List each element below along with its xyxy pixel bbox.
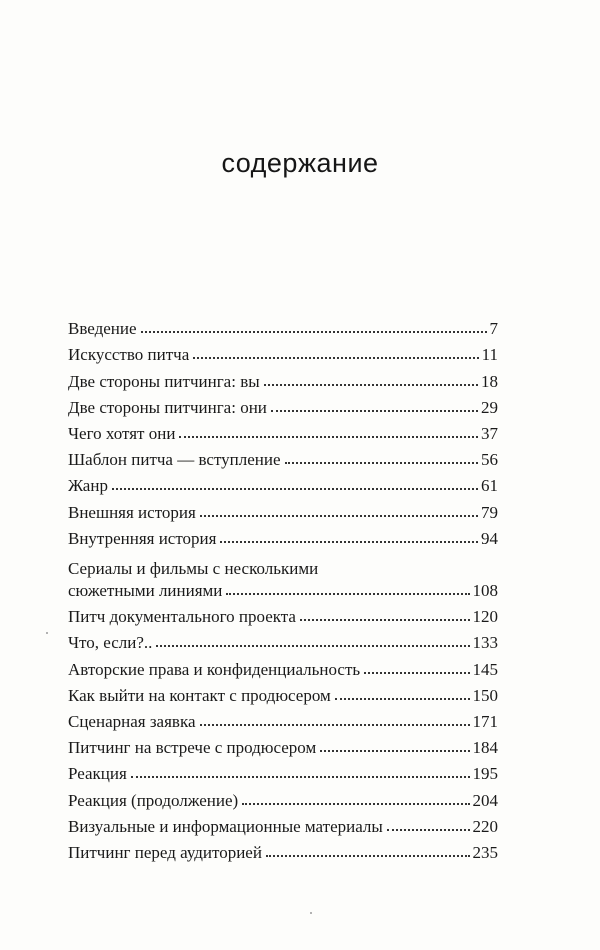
toc-entry-title: Реакция (продолжение) bbox=[68, 790, 239, 810]
toc-entry-page: 29 bbox=[481, 397, 498, 417]
toc-entry bbox=[68, 809, 498, 835]
toc-entry-title: сюжетными линиями bbox=[68, 581, 223, 601]
toc-entry bbox=[68, 363, 498, 389]
toc-entry-title: Реакция bbox=[68, 764, 127, 784]
toc-entry-page: 94 bbox=[481, 528, 498, 548]
toc-entry-page: 61 bbox=[481, 476, 498, 496]
toc-entry bbox=[68, 311, 498, 337]
toc-entry-page: 11 bbox=[481, 345, 498, 365]
toc-entry bbox=[68, 704, 498, 730]
toc-entry bbox=[68, 390, 498, 416]
toc-entry-page: 79 bbox=[481, 502, 498, 522]
toc-entry-page: 235 bbox=[472, 842, 498, 862]
toc-entry-page: 171 bbox=[472, 712, 498, 732]
toc-entry bbox=[68, 756, 498, 782]
toc-dot-leader bbox=[193, 357, 478, 359]
toc-dot-leader bbox=[387, 829, 470, 831]
toc-dot-leader bbox=[226, 593, 469, 595]
toc-entry-page: 18 bbox=[481, 371, 498, 391]
toc-entry-title: Питчинг на встрече с продюсером bbox=[68, 738, 317, 758]
toc-dot-leader bbox=[264, 384, 478, 386]
toc-entry bbox=[68, 599, 498, 625]
toc-dot-leader bbox=[112, 488, 478, 490]
toc-entry bbox=[68, 625, 498, 651]
toc-entry-title: Внутренняя история bbox=[68, 528, 217, 548]
toc-entry-page: 7 bbox=[489, 319, 498, 339]
toc-dot-leader bbox=[285, 462, 478, 464]
toc-entry-title: Шаблон питча — вступление bbox=[68, 450, 281, 470]
toc-dot-leader bbox=[200, 515, 478, 517]
toc-entry-title: Две стороны питчинга: они bbox=[68, 397, 267, 417]
contents-heading: содержание bbox=[221, 148, 379, 178]
toc-dot-leader bbox=[271, 410, 478, 412]
toc-entry-title: Искусство питча bbox=[68, 345, 190, 365]
toc-entry-title: Две стороны питчинга: вы bbox=[68, 371, 260, 391]
toc-entry bbox=[68, 678, 498, 704]
toc-entry bbox=[68, 521, 498, 547]
toc-entry-page: 220 bbox=[472, 816, 498, 836]
toc-entry-page: 120 bbox=[472, 607, 498, 627]
toc-entry bbox=[68, 730, 498, 756]
toc-dot-leader bbox=[220, 541, 478, 543]
toc-entry bbox=[68, 468, 498, 494]
toc-entry-title-line1: Сериалы и фильмы с несколькими bbox=[68, 558, 319, 578]
toc-entry bbox=[68, 337, 498, 363]
paper-speck bbox=[46, 632, 48, 634]
toc-entry-title: Питчинг перед аудиторией bbox=[68, 842, 262, 862]
toc-entry bbox=[68, 782, 498, 808]
toc-dot-leader bbox=[335, 698, 470, 700]
toc-entry-page: 150 bbox=[472, 685, 498, 705]
toc-entry-page: 184 bbox=[472, 738, 498, 758]
toc-dot-leader bbox=[320, 750, 469, 752]
toc-dot-leader bbox=[141, 331, 487, 333]
toc-entry-page: 37 bbox=[481, 423, 498, 443]
toc-dot-leader bbox=[179, 436, 478, 438]
toc-entry bbox=[68, 442, 498, 468]
table-of-contents bbox=[68, 311, 498, 861]
toc-entry bbox=[68, 416, 498, 442]
toc-dot-leader bbox=[300, 619, 470, 621]
toc-entry-title: Питч документального проекта bbox=[68, 607, 296, 627]
toc-entry-title: Визуальные и информационные материалы bbox=[68, 816, 383, 836]
toc-dot-leader bbox=[242, 803, 469, 805]
toc-entry-page: 108 bbox=[472, 581, 498, 601]
toc-dot-leader bbox=[266, 855, 470, 857]
toc-entry-page: 195 bbox=[472, 764, 498, 784]
toc-dot-leader bbox=[156, 645, 469, 647]
toc-entry-page: 133 bbox=[472, 633, 498, 653]
toc-entry bbox=[68, 835, 498, 861]
toc-entry-title: Введение bbox=[68, 319, 137, 339]
toc-entry-title: Авторские права и конфиденциальность bbox=[68, 659, 361, 679]
toc-entry-title: Чего хотят они bbox=[68, 423, 176, 443]
toc-entry-title: Что, если?.. bbox=[68, 633, 153, 653]
toc-entry-page: 56 bbox=[481, 450, 498, 470]
toc-entry-title: Сценарная заявка bbox=[68, 712, 196, 732]
toc-entry-page: 204 bbox=[472, 790, 498, 810]
toc-dot-leader bbox=[364, 672, 469, 674]
paper-speck bbox=[310, 912, 312, 914]
toc-dot-leader bbox=[131, 776, 470, 778]
toc-entry-title: Внешняя история bbox=[68, 502, 196, 522]
toc-entry-title: Как выйти на контакт с продюсером bbox=[68, 685, 331, 705]
toc-entry-page: 145 bbox=[472, 659, 498, 679]
toc-entry bbox=[68, 494, 498, 520]
toc-entry bbox=[68, 547, 498, 599]
toc-entry bbox=[68, 651, 498, 677]
toc-dot-leader bbox=[200, 724, 470, 726]
toc-entry-title: Жанр bbox=[68, 476, 108, 496]
